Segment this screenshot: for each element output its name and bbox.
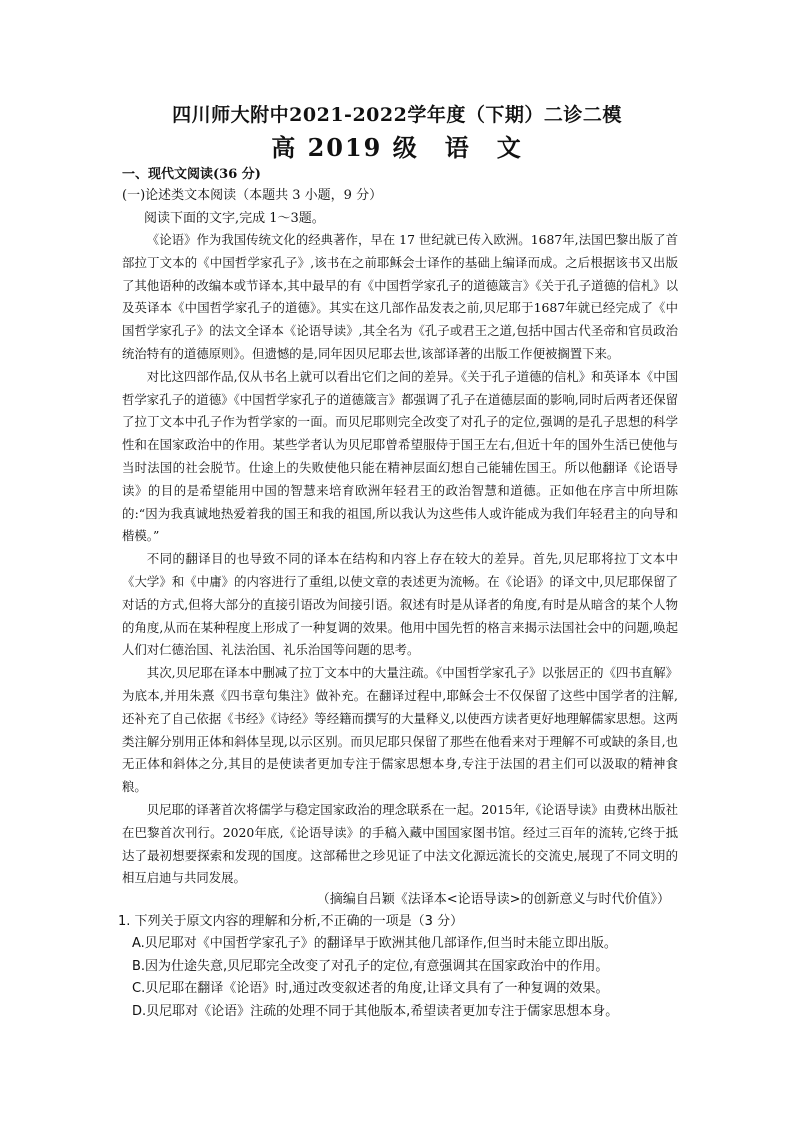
section-heading: 一、现代文阅读(36 分)	[122, 167, 261, 182]
passage-paragraph: 贝尼耶的译著首次将儒学与稳定国家政治的理念联系在一起。2015年,《论语导读》由费林出版社在巴黎首次刊行。2020年底,《论语导读》的手稿入藏中国国家图书馆。经过三百年的流转,它终于抵达了最初想要探索和发现的国度。这部稀世之珍见证了中法文化源远流长的交流史,展现了不同文明的相互启迪与共同发展。	[122, 801, 678, 886]
question-option-a: A.贝尼耶对《中国哲学家孔子》的翻译早于欧洲其他几部译作,但当时未能立即出版。	[132, 936, 617, 951]
question-option-c: C.贝尼耶在翻译《论语》时,通过改变叙述者的角度,让译文具有了一种复调的效果。	[132, 981, 609, 996]
question-1	[118, 911, 678, 1023]
section-subheading: (一)论述类文本阅读（本题共 3 小题，9 分）	[122, 188, 383, 203]
passage-source: （摘编自吕颖《法译本<论语导读>的创新意义与时代价值》）	[316, 892, 670, 907]
passage-paragraph: 不同的翻译目的也导致不同的译本在结构和内容上存在较大的差异。首先,贝尼耶将拉丁文本中《大学》和《中庸》的内容进行了重组,以使文章的表述更为流畅。在《论语》的译文中,贝尼耶保留了对话的方式,但将大部分的直接引语改为间接引语。叙述有时是从译者的角度,有时是从暗含的某个人物的角度,从而在某种程度上形成了一种复调的效果。他用中国先哲的格言来揭示法国社会中的问题,唤起人们对仁德治国、礼法治国、礼乐治国等问题的思考。	[122, 551, 678, 658]
exam-subtitle: 高 2019 级 语 文	[271, 133, 523, 162]
reading-instruction: 阅读下面的文字,完成 1～3题。	[144, 211, 325, 226]
question-option-b: B.因为仕途失意,贝尼耶完全改变了对孔子的定位,有意强调其在国家政治中的作用。	[132, 958, 609, 974]
exam-title: 四川师大附中2021-2022学年度（下期）二诊二模	[172, 104, 622, 126]
passage-body	[122, 229, 678, 890]
question-stem: 1. 下列关于原文内容的理解和分析,不正确的一项是（3 分）	[118, 914, 464, 929]
question-option-d: D.贝尼耶对《论语》注疏的处理不同于其他版本,希望读者更加专注于儒家思想本身。	[132, 1003, 619, 1019]
passage-paragraph: 《论语》作为我国传统文化的经典著作，早在 17 世纪就已传入欧洲。1687年,法国巴黎出版了首部拉丁文本的《中国哲学家孔子》,该书在之前耶稣会士译作的基础上编译而成。之后根据该书又出版了其他语种的改编本或节译本,其中最早的有《中国哲学家孔子的道德箴言》《关于孔子道德的信札》以及英译本《中国哲学家孔子的道德》。其实在这几部作品发表之前,贝尼耶于1687年就已经完成了《中国哲学家孔子》的法文全译本《论语导读》,其全名为《孔子或君王之道,包括中国古代圣帝和官员政治统治特有的道德原则》。但遗憾的是,同年因贝尼耶去世,该部译著的出版工作便被搁置下来。	[122, 232, 678, 361]
passage-paragraph: 其次,贝尼耶在译本中删减了拉丁文本中的大量注疏。《中国哲学家孔子》以张居正的《四书直解》为底本,并用朱熹《四书章句集注》做补充。在翻译过程中,耶稣会士不仅保留了这些中国学者的注解,还补充了自己依据《书经》《诗经》等经籍而撰写的大量释义,以使西方读者更好地理解儒家思想。这两类注解分别用正体和斜体呈现,以示区别。而贝尼耶只保留了那些在他看来对于理解不可或缺的条目,也无正体和斜体之分,其目的是使读者更加专注于儒家思想本身,专注于法国的君主们可以汲取的精神食粮。	[122, 665, 678, 795]
passage-paragraph: 对比这四部作品,仅从书名上就可以看出它们之间的差异。《关于孔子道德的信札》和英译本《中国哲学家孔子的道德》《中国哲学家孔子的道德箴言》都强调了孔子在道德层面的影响,同时后两者还保留了拉丁文本中孔子作为哲学家的一面。而贝尼耶则完全改变了对孔子的定位,强调的是孔子思想的科学性和在国家政治中的作用。某些学者认为贝尼耶曾希望服侍于国王左右,但近十年的国外生活已使他与当时法国的社会脱节。仕途上的失败使他只能在精神层面幻想自己能辅佐国王。所以他翻译《论语导读》的目的是希望能用中国的智慧来培育欧洲年轻君王的政治智慧和道德。正如他在序言中所坦陈的:“因为我真诚地热爱着我的国王和我的祖国,所以我认为这些伟人或许能成为我们年轻君主的向导和楷模。”	[122, 368, 678, 544]
